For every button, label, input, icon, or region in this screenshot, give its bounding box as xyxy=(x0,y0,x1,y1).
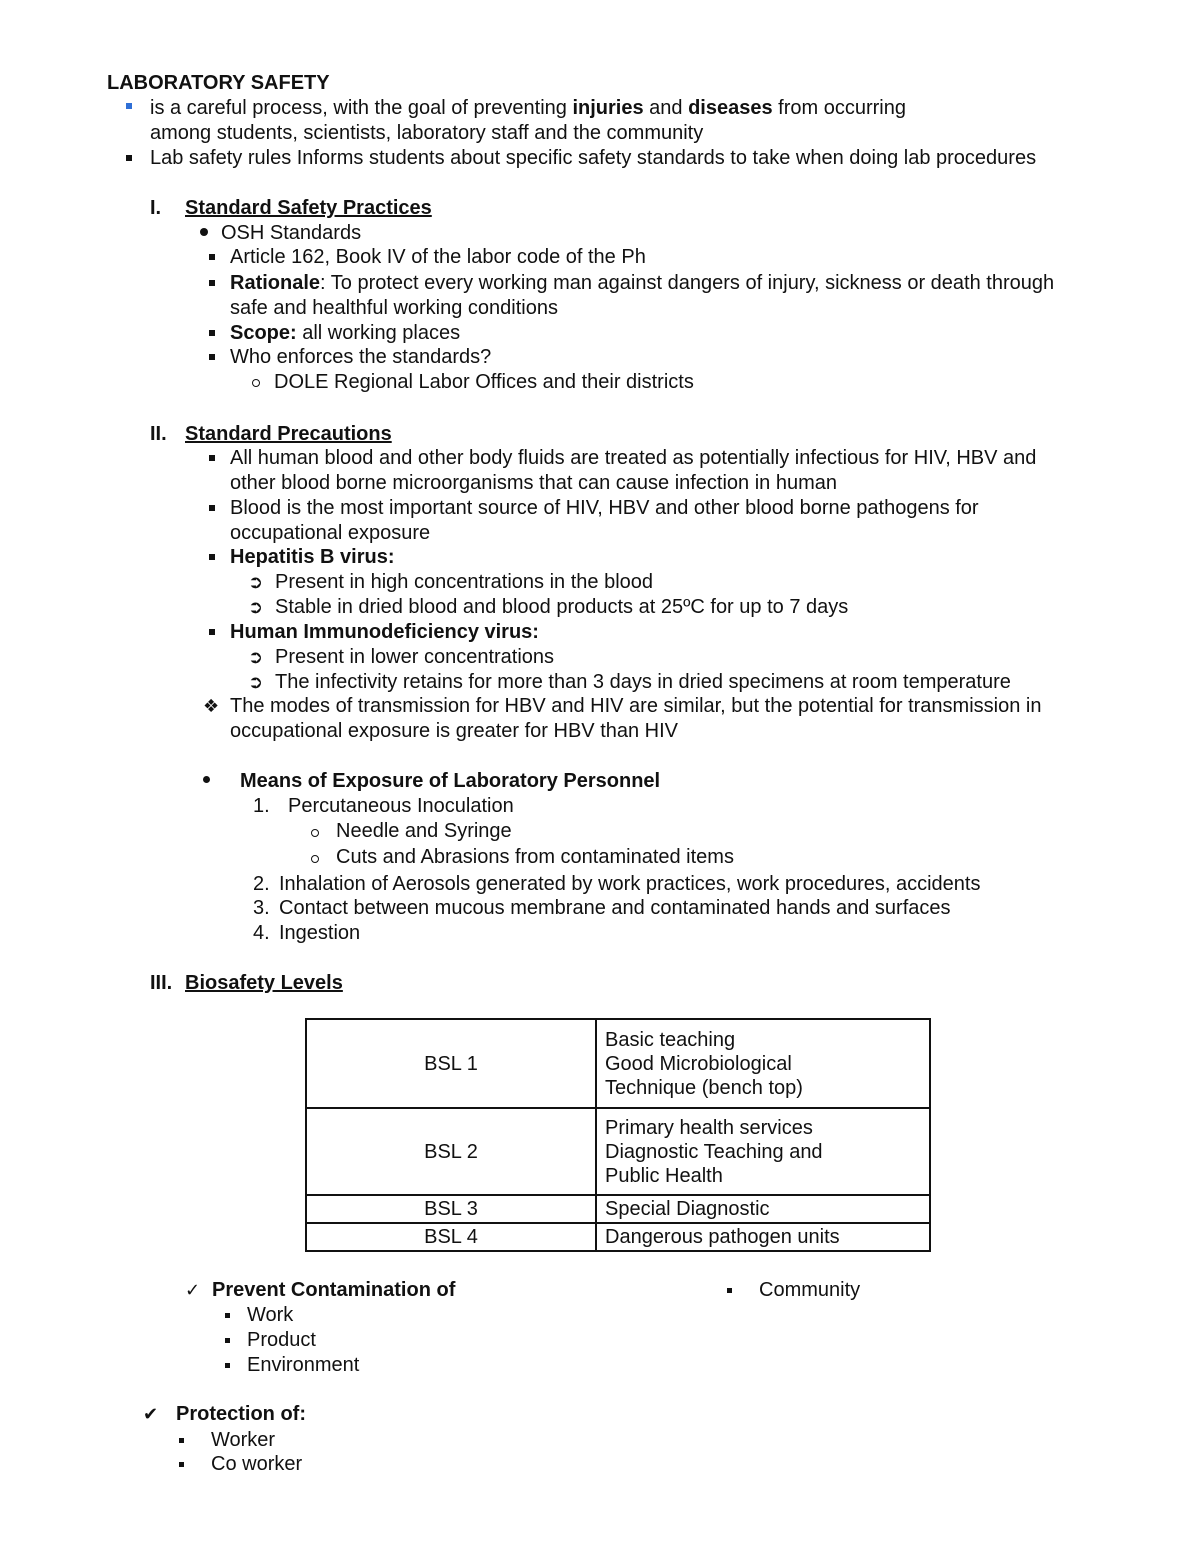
section-3-numeral: III. xyxy=(150,972,173,994)
square-bullet-icon xyxy=(209,354,215,360)
bsl-description: Basic teaching Good Microbiological Technique (bench top) xyxy=(596,1019,930,1108)
square-bullet-icon xyxy=(179,1438,184,1443)
square-bullet-icon xyxy=(225,1338,230,1343)
checkmark-icon: ✔ xyxy=(143,1404,159,1425)
intro-item-2: Lab safety rules Informs students about specific safety standards to take when doing lab procedures xyxy=(150,147,1037,169)
section-2-numeral: II. xyxy=(150,423,167,445)
protection-heading: Protection of: xyxy=(176,1403,306,1425)
bsl-level: BSL 1 xyxy=(306,1019,596,1108)
biosafety-levels-table xyxy=(305,1018,931,1252)
who-enforces: Who enforces the standards? xyxy=(230,346,492,368)
percutaneous-sub-item: Needle and Syringe xyxy=(336,820,512,842)
bsl-description: Special Diagnostic xyxy=(596,1195,930,1223)
modes-of-transmission-line2: occupational exposure is greater for HBV than HIV xyxy=(230,720,679,742)
rationale-line2: safe and healthful working conditions xyxy=(230,297,558,319)
bsl-level: BSL 3 xyxy=(306,1195,596,1223)
square-bullet-icon xyxy=(225,1363,230,1368)
prevent-item: Product xyxy=(247,1329,316,1351)
means-item: Contact between mucous membrane and contaminated hands and surfaces xyxy=(279,897,951,919)
table-row xyxy=(306,1223,930,1251)
checkmark-icon: ✓ xyxy=(185,1280,201,1301)
arrow-bullet-icon: ➲ xyxy=(248,597,264,618)
intro-item-1-line2: among students, scientists, laboratory staff and the community xyxy=(150,122,704,144)
dole-offices: DOLE Regional Labor Offices and their districts xyxy=(274,371,694,393)
osh-standards: OSH Standards xyxy=(221,222,362,244)
square-bullet-icon xyxy=(209,505,215,511)
square-bullet-icon xyxy=(209,455,215,461)
section-1-heading: Standard Safety Practices xyxy=(185,197,432,219)
percutaneous-sub-item: Cuts and Abrasions from contaminated items xyxy=(336,846,734,868)
square-bullet-icon xyxy=(727,1288,732,1293)
intro-item-1: is a careful process, with the goal of preventing injuries and diseases from occurring xyxy=(150,97,906,119)
round-bullet-icon xyxy=(203,776,210,783)
rationale: Rationale: To protect every working man against dangers of injury, sickness or death through xyxy=(230,272,1055,294)
means-number: 2. xyxy=(253,873,270,895)
bsl-level: BSL 2 xyxy=(306,1108,596,1195)
square-bullet-icon xyxy=(126,103,132,109)
arrow-bullet-icon: ➲ xyxy=(248,672,264,693)
bsl-level: BSL 4 xyxy=(306,1223,596,1251)
hbv-point-1: Present in high concentrations in the blood xyxy=(275,571,654,593)
hiv-heading: Human Immunodeficiency virus: xyxy=(230,621,539,643)
prevent-item: Work xyxy=(247,1304,294,1326)
bsl-description: Primary health services Diagnostic Teaching and Public Health xyxy=(596,1108,930,1195)
means-item: Inhalation of Aerosols generated by work practices, work procedures, accidents xyxy=(279,873,981,895)
hollow-circle-bullet-icon xyxy=(252,379,260,387)
protection-item: Worker xyxy=(211,1429,276,1451)
article-162: Article 162, Book IV of the labor code of the Ph xyxy=(230,246,646,268)
square-bullet-icon xyxy=(126,155,132,161)
hollow-circle-bullet-icon xyxy=(311,855,319,863)
hiv-point-1: Present in lower concentrations xyxy=(275,646,555,668)
prevent-heading: Prevent Contamination of xyxy=(212,1279,456,1301)
square-bullet-icon xyxy=(209,254,215,260)
precaution-2: Blood is the most important source of HIV, HBV and other blood borne pathogens for xyxy=(230,497,979,519)
precaution-2-line2: occupational exposure xyxy=(230,522,431,544)
modes-of-transmission: The modes of transmission for HBV and HIV are similar, but the potential for transmission in xyxy=(230,695,1042,717)
means-number: 1. xyxy=(253,795,270,817)
means-item: Percutaneous Inoculation xyxy=(288,795,514,817)
means-number: 4. xyxy=(253,922,270,944)
diamond-bullet-icon: ❖ xyxy=(203,696,220,717)
hollow-circle-bullet-icon xyxy=(311,829,319,837)
square-bullet-icon xyxy=(225,1313,230,1318)
section-2-heading: Standard Precautions xyxy=(185,423,392,445)
arrow-bullet-icon: ➲ xyxy=(248,647,264,668)
square-bullet-icon xyxy=(209,330,215,336)
square-bullet-icon xyxy=(209,629,215,635)
table-row xyxy=(306,1019,930,1108)
scope: Scope: all working places xyxy=(230,322,461,344)
means-heading: Means of Exposure of Laboratory Personnel xyxy=(240,770,661,792)
section-3-heading: Biosafety Levels xyxy=(185,972,343,994)
table-row xyxy=(306,1108,930,1195)
table-row xyxy=(306,1195,930,1223)
arrow-bullet-icon: ➲ xyxy=(248,572,264,593)
square-bullet-icon xyxy=(209,280,215,286)
hiv-point-2: The infectivity retains for more than 3 days in dried specimens at room temperature xyxy=(275,671,1011,693)
square-bullet-icon xyxy=(179,1462,184,1467)
square-bullet-icon xyxy=(209,554,215,560)
protection-item: Co worker xyxy=(211,1453,303,1475)
means-number: 3. xyxy=(253,897,270,919)
prevent-item: Environment xyxy=(247,1354,360,1376)
hbv-heading: Hepatitis B virus: xyxy=(230,546,395,568)
precaution-1: All human blood and other body fluids are treated as potentially infectious for HIV, HBV and xyxy=(230,447,1037,469)
precaution-1-line2: other blood borne microorganisms that can cause infection in human xyxy=(230,472,838,494)
document-title: LABORATORY SAFETY xyxy=(107,72,330,94)
section-1-numeral: I. xyxy=(150,197,162,219)
means-item: Ingestion xyxy=(279,922,361,944)
round-bullet-icon xyxy=(200,228,208,236)
bsl-description: Dangerous pathogen units xyxy=(596,1223,930,1251)
hbv-point-2: Stable in dried blood and blood products at 25ºC for up to 7 days xyxy=(275,596,849,618)
prevent-item-community: Community xyxy=(759,1279,861,1301)
